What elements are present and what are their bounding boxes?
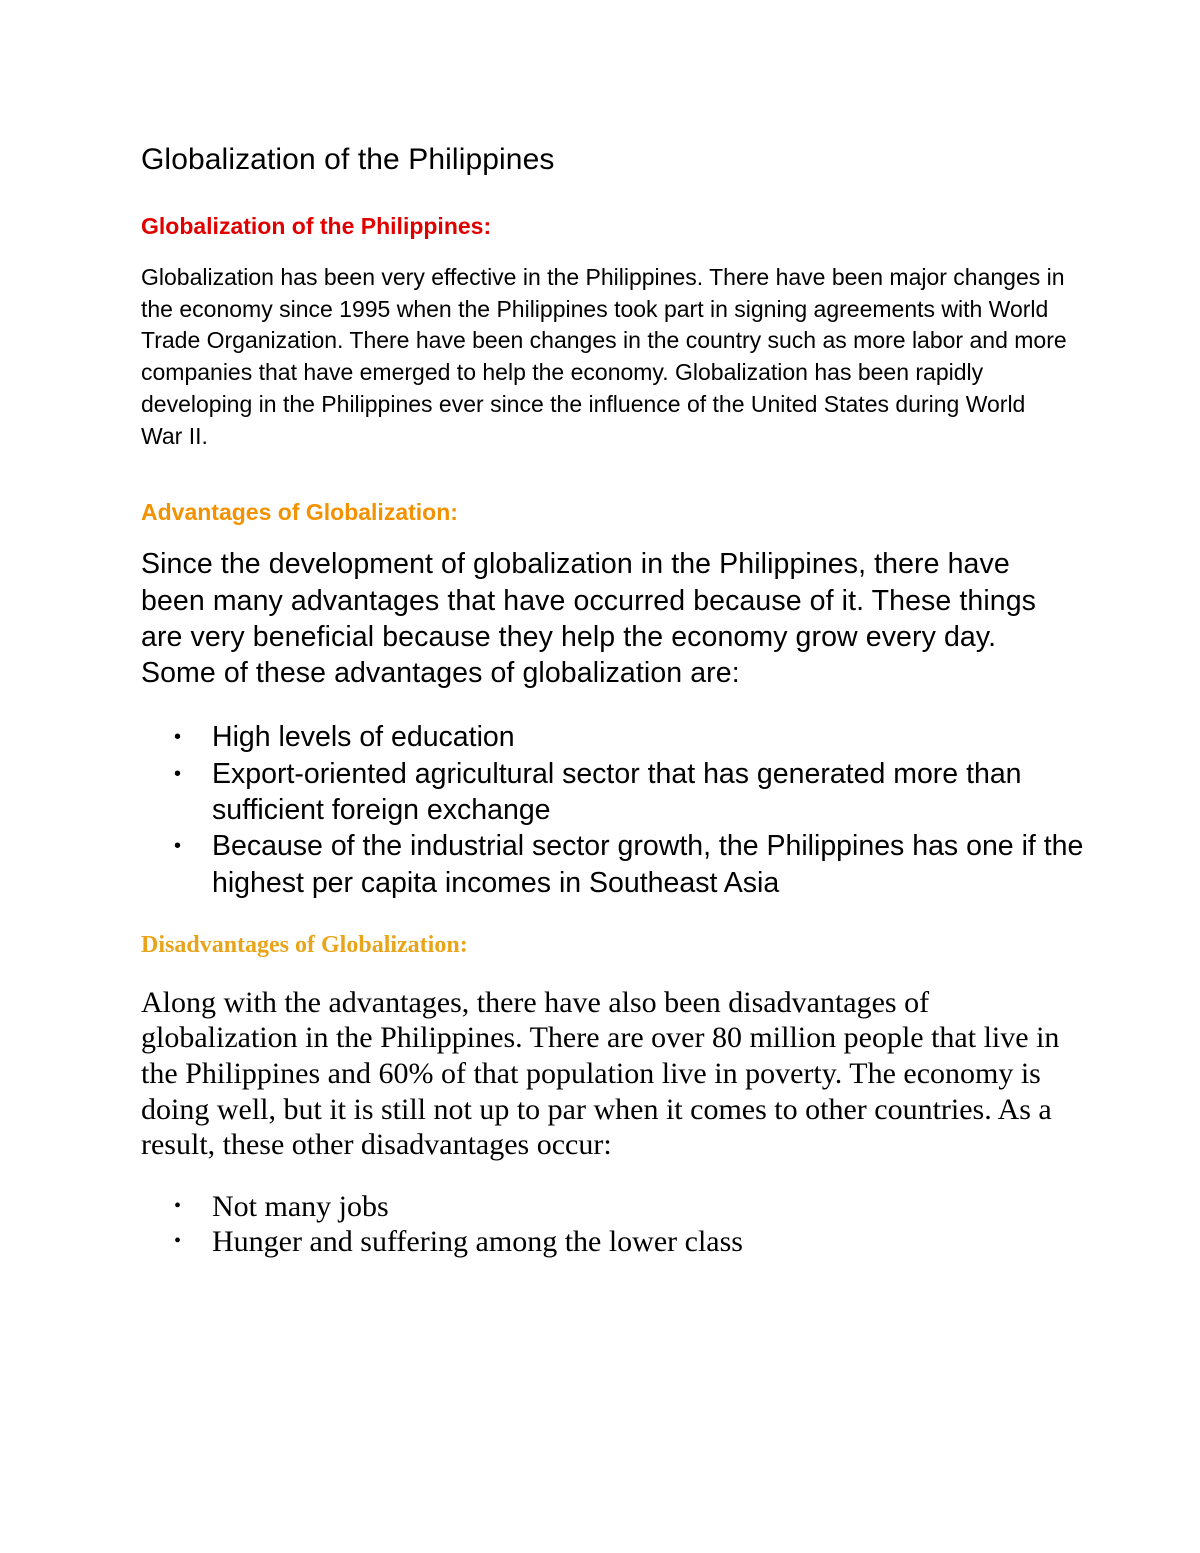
disadvantages-heading: Disadvantages of Globalization: xyxy=(141,931,468,958)
disadvantages-paragraph: Along with the advantages, there have also been disadvantages of globalization in the Philippines. There are over 80 million people that live in the Philippines and 60% of that population live in poverty. The economy is doing well, but it is still not up to par when it comes to other countries. As a result, these other disadvantages occur: xyxy=(141,985,1060,1162)
bullet-icon: • xyxy=(174,835,182,858)
list-item xyxy=(141,719,1092,755)
document-title: Globalization of the Philippines xyxy=(141,143,555,176)
document-content xyxy=(141,138,1084,1260)
advantages-list xyxy=(141,719,1084,900)
bullet-icon: • xyxy=(174,762,182,785)
list-item-text: Hunger and suffering among the lower class xyxy=(212,1225,743,1259)
intro-heading: Globalization of the Philippines: xyxy=(141,213,492,239)
list-item xyxy=(141,756,1092,829)
list-item-text: High levels of education xyxy=(212,721,515,754)
intro-paragraph: Globalization has been very effective in the Philippines. There have been major changes in the economy since 1995 when the Philippines took part in signing agreements with World Trade Organization. There have been changes in the country such as more labor and more companies that have emerged to help the economy. Globalization has been rapidly developing in the Philippines ever since the influence of the United States during World War II. xyxy=(141,264,1067,449)
list-item xyxy=(141,828,1092,901)
bullet-icon: • xyxy=(174,726,182,749)
advantages-paragraph: Since the development of globalization in the Philippines, there have been many advantages that have occurred because of it. These things are very beneficial because they help the economy grow every day. Some of these advantages of globalization are: xyxy=(141,548,1037,690)
bullet-icon: • xyxy=(174,1194,182,1217)
advantages-heading: Advantages of Globalization: xyxy=(141,499,458,526)
list-item xyxy=(141,1189,1092,1225)
list-item-text: Export-oriented agricultural sector that has generated more than sufficient foreign exchange xyxy=(212,757,1022,826)
list-item-text: Because of the industrial sector growth, the Philippines has one if the highest per capita incomes in Southeast Asia xyxy=(212,830,1084,899)
bullet-icon: • xyxy=(174,1230,182,1253)
list-item xyxy=(141,1224,1092,1260)
list-item-text: Not many jobs xyxy=(212,1189,389,1223)
disadvantages-list xyxy=(141,1189,1071,1260)
